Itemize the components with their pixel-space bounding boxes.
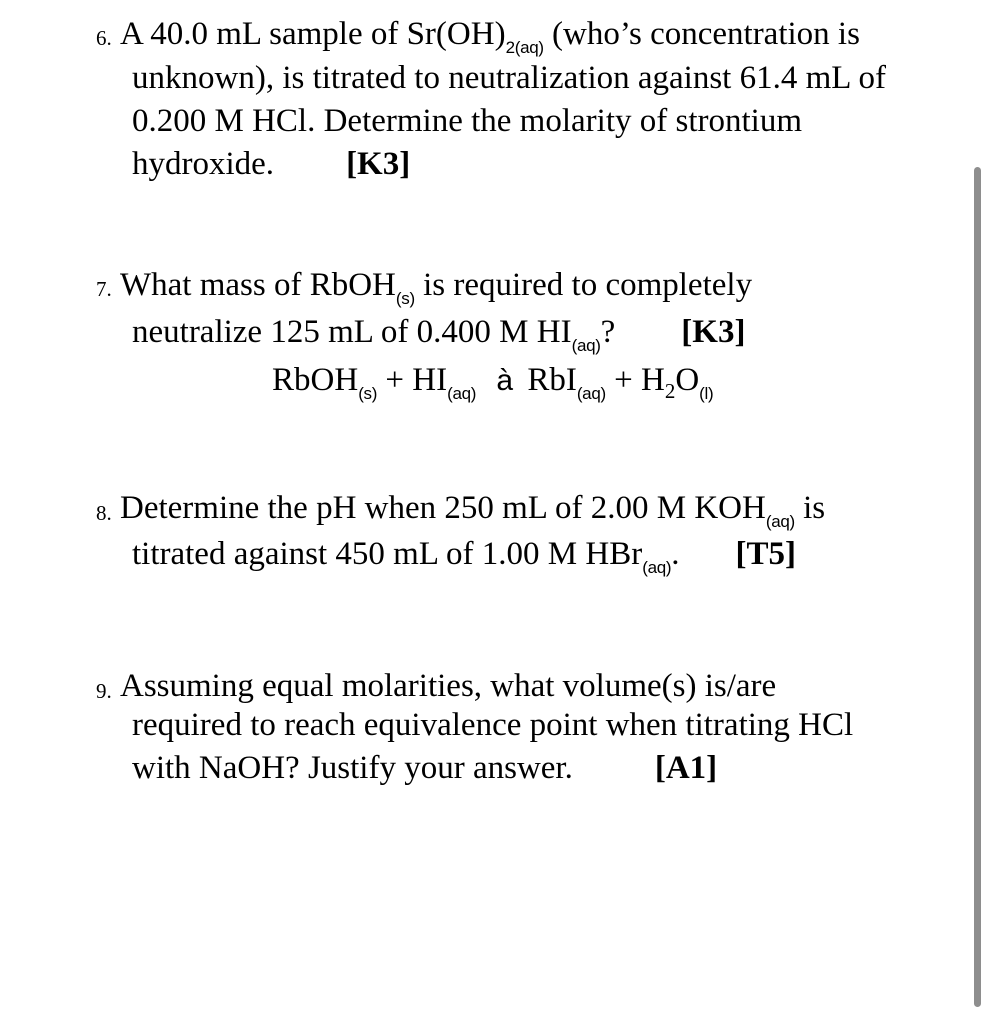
subscript: (aq) [765,512,795,531]
equation-term: H [640,362,665,398]
text-segment: hydroxide. [132,146,275,182]
text-segment: is [794,490,826,526]
equation-term: RbOH [272,362,359,398]
text-segment: neutralize 125 mL of 0.400 M HI [132,314,572,350]
question-text-line [120,267,753,308]
text-segment: ? [600,314,616,350]
question-text-line [132,536,796,577]
state-subscript: (l) [699,384,714,403]
question-text-line [132,148,410,181]
question-text-line [132,752,717,785]
question-text-line: required to reach equivalence point when titrating HCl [132,707,854,743]
text-segment: . [671,536,680,572]
subscript: (aq) [642,558,672,577]
question-text-line: unknown), is titrated to neutralization against 61.4 mL of [132,60,886,96]
text-segment: with NaOH? Justify your answer. [132,750,573,786]
text-segment: Determine the pH when 250 mL of 2.00 M KOH [120,490,766,526]
question-number: 9. [96,679,112,703]
question-text-line: Assuming equal molarities, what volume(s) is/are [120,668,777,704]
question-number: 6. [96,26,112,50]
text-segment: What mass of RbOH [120,267,396,303]
question-number: 7. [96,277,112,301]
knowledge-tag: [A1] [654,750,718,786]
vertical-scrollbar[interactable] [974,167,981,1007]
chemical-equation [272,362,714,403]
plus-sign: + [605,362,641,398]
knowledge-tag: [T5] [735,536,796,572]
text-segment: A 40.0 mL sample of Sr(OH) [120,16,506,52]
question-text-line [132,314,746,355]
text-segment: (who’s concentration is [543,16,860,52]
plus-sign: + [377,362,413,398]
question-text-line [120,490,826,531]
subscript: (s) [395,289,415,308]
knowledge-tag: [K3] [681,314,746,350]
text-segment: is required to completely [414,267,753,303]
state-subscript: (aq) [576,384,606,403]
formula-subscript: 2 [664,379,676,403]
question-text-line [120,16,860,57]
subscript: 2(aq) [505,38,544,57]
equation-term: RbI [527,362,577,398]
text-segment: titrated against 450 mL of 1.00 M HBr [132,536,643,572]
equation-term: HI [412,362,448,398]
state-subscript: (aq) [447,384,477,403]
equation-term: O [675,362,700,398]
reaction-arrow: à [496,364,514,397]
question-text-line: 0.200 M HCl. Determine the molarity of strontium [132,103,802,139]
subscript: (aq) [571,336,601,355]
question-number: 8. [96,501,112,525]
knowledge-tag: [K3] [346,146,411,182]
state-subscript: (s) [358,384,378,403]
